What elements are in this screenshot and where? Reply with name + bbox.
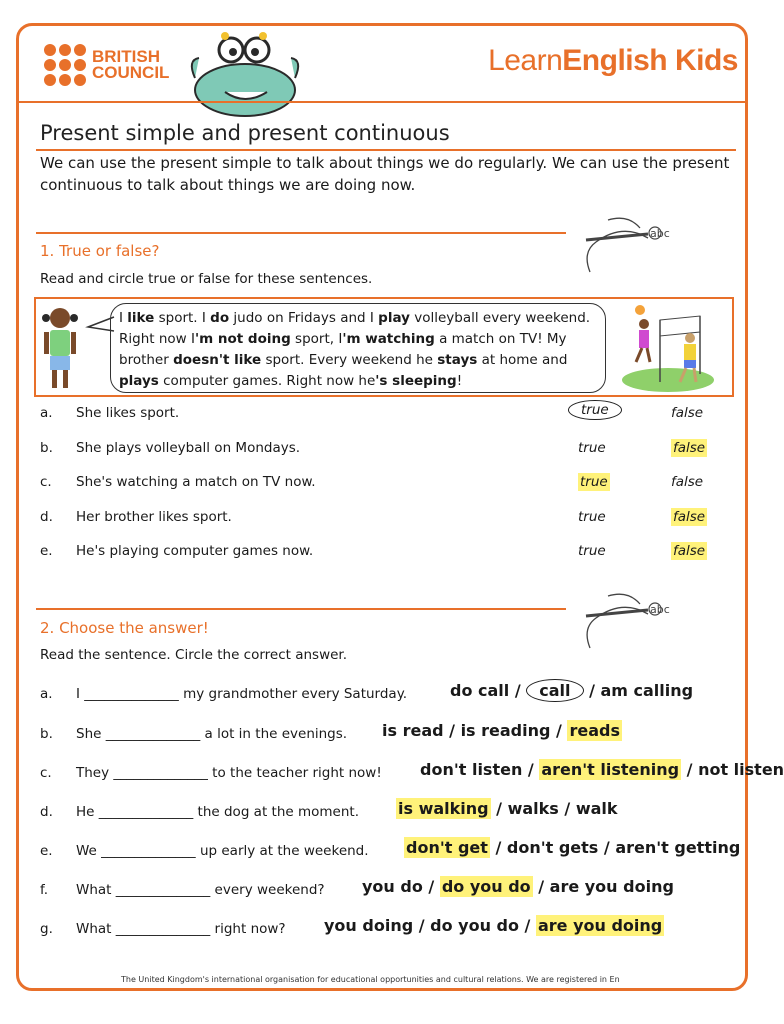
option-separator: / bbox=[522, 760, 540, 779]
pen-abc-label: abc bbox=[650, 227, 670, 240]
answer-options bbox=[324, 916, 664, 935]
tf-sentence: She's watching a match on TV now. bbox=[76, 474, 316, 490]
choice-letter: g. bbox=[40, 921, 53, 937]
footer-text: The United Kingdom's international organisation for educational opportunities and cultural relations. We are registered in En bbox=[121, 975, 620, 984]
answer-option[interactable]: do you do bbox=[441, 877, 531, 896]
false-option[interactable]: false bbox=[673, 509, 706, 525]
choice-letter: e. bbox=[40, 843, 53, 859]
choice-sentence: We ______________ up early at the weekend. bbox=[76, 843, 369, 859]
answer-option[interactable]: don't listen bbox=[420, 760, 523, 779]
choice-sentence: What ______________ every weekend? bbox=[76, 882, 325, 898]
british-council-logo bbox=[44, 44, 169, 86]
tf-letter: b. bbox=[40, 440, 53, 456]
option-separator: / bbox=[509, 681, 527, 700]
story-text: at home and bbox=[477, 352, 568, 368]
true-option[interactable]: true bbox=[578, 440, 606, 456]
section2-instruction: Read the sentence. Circle the correct answer. bbox=[40, 647, 348, 663]
story-text: computer games. Right now he bbox=[158, 373, 376, 389]
choice-row bbox=[40, 837, 740, 865]
choice-row bbox=[40, 915, 740, 943]
writing-hand-icon bbox=[578, 212, 738, 274]
story-text: sport. I bbox=[154, 310, 211, 326]
story-verb: doesn't like bbox=[173, 352, 262, 368]
false-option[interactable]: false bbox=[673, 543, 706, 559]
section2-line bbox=[36, 608, 566, 610]
option-separator: / bbox=[583, 681, 601, 700]
answer-options bbox=[382, 721, 622, 740]
logo-line2: COUNCIL bbox=[92, 63, 170, 82]
logo-dots-icon bbox=[44, 44, 86, 86]
answer-options bbox=[396, 799, 618, 818]
pen-abc-label: abc bbox=[650, 603, 670, 616]
section1-instruction: Read and circle true or false for these sentences. bbox=[40, 271, 373, 287]
answer-option[interactable]: don't get bbox=[406, 838, 488, 857]
option-separator: / bbox=[518, 916, 536, 935]
tf-letter: a. bbox=[40, 405, 53, 421]
story-text: I bbox=[119, 310, 128, 326]
header-divider bbox=[18, 101, 748, 103]
choice-sentence: She ______________ a lot in the evenings. bbox=[76, 726, 348, 742]
tf-sentence: He's playing computer games now. bbox=[76, 543, 314, 559]
page-title: Present simple and present continuous bbox=[40, 121, 450, 145]
title-underline bbox=[36, 149, 736, 151]
choice-row bbox=[40, 798, 740, 826]
story-text: volleyball every weekend. Right now I bbox=[119, 310, 591, 347]
section1-heading: 1. True or false? bbox=[40, 242, 160, 260]
answer-option[interactable]: reads bbox=[569, 721, 620, 740]
true-option[interactable]: true bbox=[568, 402, 622, 418]
story-verb: 'm not doing bbox=[194, 331, 291, 347]
story-text: judo on Fridays and I bbox=[229, 310, 379, 326]
tf-sentence: She plays volleyball on Mondays. bbox=[76, 440, 301, 456]
tf-row bbox=[40, 540, 730, 564]
choice-letter: c. bbox=[40, 765, 52, 781]
mascot-monster-icon bbox=[185, 30, 305, 118]
answer-option[interactable]: walk bbox=[575, 799, 618, 818]
answer-option[interactable]: aren't listening bbox=[541, 760, 680, 779]
option-separator: / bbox=[413, 916, 431, 935]
true-option[interactable]: true bbox=[578, 543, 606, 559]
choice-row bbox=[40, 680, 740, 708]
volleyball-players-icon bbox=[620, 302, 716, 394]
answer-option[interactable]: aren't getting bbox=[615, 838, 741, 857]
option-separator: / bbox=[598, 838, 616, 857]
tf-row bbox=[40, 471, 730, 495]
choice-letter: f. bbox=[40, 882, 49, 898]
tf-row bbox=[40, 437, 730, 461]
tf-sentence: Her brother likes sport. bbox=[76, 509, 232, 525]
option-separator: / bbox=[550, 721, 568, 740]
option-separator: / bbox=[532, 877, 550, 896]
true-option[interactable]: true bbox=[580, 474, 608, 490]
tf-letter: d. bbox=[40, 509, 53, 525]
choice-sentence: He ______________ the dog at the moment. bbox=[76, 804, 359, 820]
answer-option[interactable]: do call bbox=[450, 681, 510, 700]
story-text: sport. Every weekend he bbox=[261, 352, 438, 368]
choice-row bbox=[40, 759, 784, 787]
answer-option[interactable]: are you doing bbox=[549, 877, 674, 896]
answer-option[interactable]: is walking bbox=[398, 799, 489, 818]
option-separator: / bbox=[422, 877, 440, 896]
learnenglish-kids-brand: LearnEnglish Kids bbox=[488, 44, 738, 77]
answer-option[interactable]: is reading bbox=[460, 721, 551, 740]
logo-line1: BRITISH bbox=[92, 47, 160, 66]
answer-option[interactable]: am calling bbox=[600, 681, 694, 700]
choice-sentence: They ______________ to the teacher right now! bbox=[76, 765, 382, 781]
tf-letter: c. bbox=[40, 474, 52, 490]
intro-text: We can use the present simple to talk about things we do regularly. We can use the present continuous to talk about things we are doing now. bbox=[40, 154, 730, 194]
story-text: sport, I bbox=[290, 331, 343, 347]
answer-options bbox=[404, 838, 740, 857]
answer-option[interactable]: walks bbox=[507, 799, 559, 818]
story-speech-bubble bbox=[110, 303, 606, 393]
answer-option[interactable]: you do bbox=[362, 877, 423, 896]
false-option[interactable]: false bbox=[671, 474, 704, 490]
choice-row bbox=[40, 876, 740, 904]
story-text: ! bbox=[456, 373, 463, 389]
answer-option[interactable]: you doing bbox=[324, 916, 414, 935]
answer-options bbox=[420, 760, 784, 779]
tf-letter: e. bbox=[40, 543, 53, 559]
choice-letter: b. bbox=[40, 726, 53, 742]
tf-row bbox=[40, 506, 730, 530]
story-verb: 'm watching bbox=[342, 331, 435, 347]
option-separator: / bbox=[558, 799, 576, 818]
option-separator: / bbox=[490, 799, 508, 818]
story-text: a match on TV! My brother bbox=[119, 331, 567, 368]
girl-character-icon bbox=[38, 304, 82, 396]
answer-option[interactable]: not listen bbox=[698, 760, 784, 779]
option-separator: / bbox=[681, 760, 699, 779]
answer-option[interactable]: is read bbox=[382, 721, 444, 740]
story-verb: plays bbox=[119, 373, 159, 389]
story-verb: do bbox=[210, 310, 230, 326]
story-verb: stays bbox=[437, 352, 478, 368]
answer-option[interactable]: do you do bbox=[430, 916, 519, 935]
option-separator: / bbox=[443, 721, 461, 740]
true-option[interactable]: true bbox=[578, 509, 606, 525]
answer-options bbox=[450, 681, 693, 700]
choice-sentence: What ______________ right now? bbox=[76, 921, 286, 937]
answer-option[interactable]: call bbox=[526, 679, 583, 702]
writing-hand-icon bbox=[578, 588, 738, 650]
false-option[interactable]: false bbox=[671, 405, 704, 421]
answer-options bbox=[362, 877, 674, 896]
tf-sentence: She likes sport. bbox=[76, 405, 180, 421]
choice-sentence: I ______________ my grandmother every Saturday. bbox=[76, 686, 408, 702]
false-option[interactable]: false bbox=[673, 440, 706, 456]
tf-row bbox=[40, 402, 730, 426]
choice-letter: d. bbox=[40, 804, 53, 820]
story-verb: like bbox=[127, 310, 155, 326]
section2-heading: 2. Choose the answer! bbox=[40, 619, 209, 637]
choice-letter: a. bbox=[40, 686, 53, 702]
section1-line bbox=[36, 232, 566, 234]
story-verb: 's sleeping bbox=[375, 373, 457, 389]
story-verb: play bbox=[378, 310, 410, 326]
answer-option[interactable]: are you doing bbox=[537, 916, 663, 935]
choice-row bbox=[40, 720, 740, 748]
answer-option[interactable]: don't gets bbox=[506, 838, 599, 857]
option-separator: / bbox=[489, 838, 507, 857]
